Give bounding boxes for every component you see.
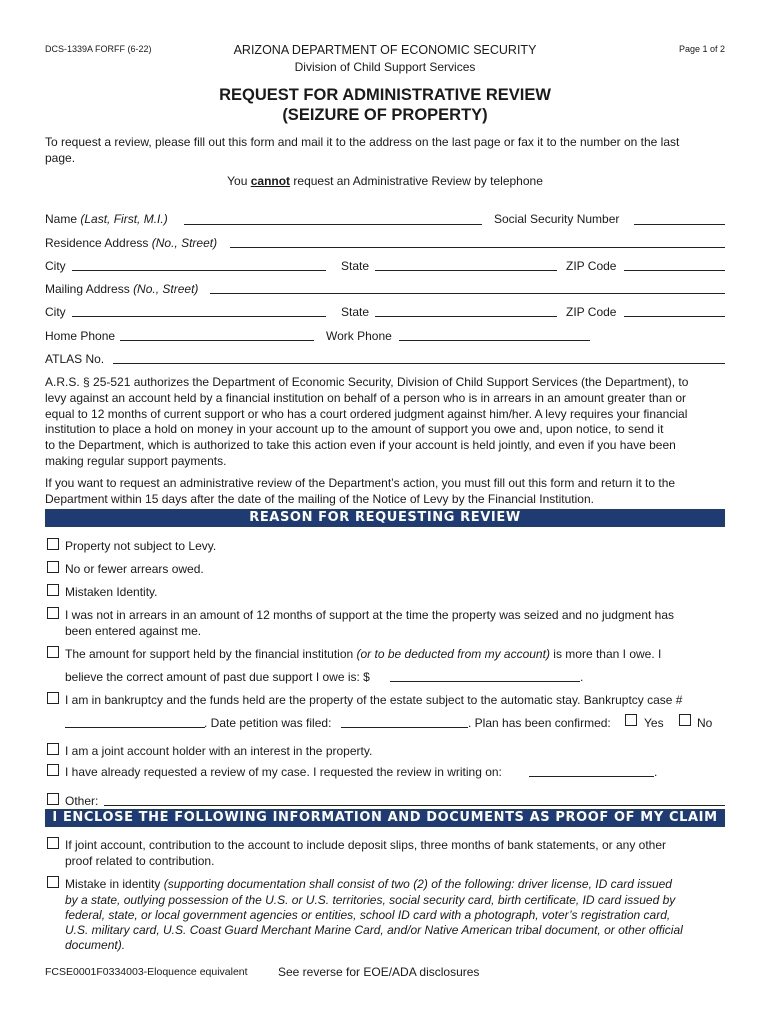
form-id: DCS-1339A FORFF (6-22) [45,44,152,54]
city-label: City [45,305,66,319]
yes-label: Yes [644,716,664,730]
plan-confirmed-label: . Plan has been confirmed: [468,716,611,730]
option-label-cont: proof related to contribution. [65,854,215,868]
state-label: State [341,259,370,273]
bankruptcy-checkbox[interactable] [47,692,59,704]
correct-amount-label: believe the correct amount of past due support I owe is: $ [65,670,370,684]
residence-label: Residence Address (No., Street) [45,236,218,250]
atlas-label: ATLAS No. [45,352,105,366]
mailing-address-field[interactable] [210,293,725,294]
option-label: Property not subject to Levy. [65,539,217,553]
home-phone-label: Home Phone [45,329,116,343]
period: . [654,765,658,779]
option-label: I have already requested a review of my case. I requested the review in writing on: [65,765,502,779]
joint-holder-checkbox[interactable] [47,743,59,755]
option-label: The amount for support held by the financial institution (or to be deducted from my account) is more than I owe. I [65,647,662,661]
ars-paragraph: A.R.S. § 25-521 authorizes the Department of Economic Security, Division of Child Support Services (the Department), to levy against an account held by a financial institution on behalf of a person who is in arrears in an amount greater than or equal to 12 months of current support or who has a court ordered judgment against him/her. A levy requires your financial institution to place a hold on money in your account up to the amount of support you owe and, upon notice, to send it to the Department, which is authorized to take this action even if your account is held jointly, and even if you have been making regular support payments. [45,375,689,468]
plan-confirmed-no-checkbox[interactable] [679,714,691,726]
page-subtitle: (SEIZURE OF PROPERTY) [282,106,488,124]
residence-address-field[interactable] [230,247,725,248]
city-label: City [45,259,66,273]
mailing-state-field[interactable] [375,316,557,317]
option-label-cont: by a state, outlying possession of the U.S. or U.S. territories, social security card, birth certificate, ID card issued by [65,893,676,907]
residence-city-field[interactable] [72,270,326,271]
name-field[interactable] [184,224,482,225]
page-title: REQUEST FOR ADMINISTRATIVE REVIEW [219,86,551,104]
not-in-arrears-checkbox[interactable] [47,607,59,619]
option-label: No or fewer arrears owed. [65,562,204,576]
bankruptcy-case-field[interactable] [65,727,205,728]
residence-zip-field[interactable] [624,270,725,271]
residence-state-field[interactable] [375,270,557,271]
telephone-notice: You cannot request an Administrative Review by telephone [227,174,543,188]
agency-name: ARIZONA DEPARTMENT OF ECONOMIC SECURITY [233,43,537,57]
page-number: Page 1 of 2 [679,44,726,54]
footer-form-code: FCSE0001F0334003-Eloquence equivalent [45,966,248,978]
atlas-field[interactable] [113,363,725,364]
home-phone-field[interactable] [120,340,314,341]
intro-line-2: page. [45,151,76,165]
mailing-label: Mailing Address (No., Street) [45,282,199,296]
other-checkbox[interactable] [47,793,59,805]
cannot-emphasis: cannot [250,174,291,188]
division-name: Division of Child Support Services [294,60,476,74]
reason-section-header: REASON FOR REQUESTING REVIEW [45,509,725,527]
other-label: Other: [65,794,99,808]
identity-docs-checkbox[interactable] [47,876,59,888]
amount-held-exceeds-checkbox[interactable] [47,646,59,658]
option-label-cont: been entered against me. [65,624,202,638]
zip-label: ZIP Code [566,305,617,319]
option-label-cont: federal, state, or local government agencies or entities, school ID card with a photograph, voter’s registration card, [65,908,671,922]
option-label-cont: document). [65,938,126,952]
option-label-cont: U.S. military card, U.S. Coast Guard Merchant Marine Card, and/or Native American tribal document, or other official [65,923,683,937]
option-label: I was not in arrears in an amount of 12 months of support at the time the property was seized and no judgment has [65,608,675,622]
option-label: Mistaken Identity. [65,585,158,599]
ssn-label: Social Security Number [494,212,620,226]
petition-date-field[interactable] [341,727,468,728]
correct-amount-field[interactable] [390,681,580,682]
review-instructions: If you want to request an administrative review of the Department’s action, you must fill out this form and return it to the Department within 15 days after the date of the mailing of the Notice of Levy by the Financial Institution. [45,476,676,506]
option-label: I am a joint account holder with an interest in the property. [65,744,373,758]
no-label: No [697,716,713,730]
state-label: State [341,305,370,319]
other-field[interactable] [104,805,725,806]
zip-label: ZIP Code [566,259,617,273]
footer-eoe-note: See reverse for EOE/ADA disclosures [278,965,480,979]
intro-line-1: To request a review, please fill out this form and mail it to the address on the last page or fax it to the number on the last [45,135,680,149]
option-label: I am in bankruptcy and the funds held are the property of the estate subject to the automatic stay. Bankruptcy case # [65,693,683,707]
period: . [580,670,584,684]
work-phone-label: Work Phone [326,329,392,343]
review-request-date-field[interactable] [529,776,654,777]
enclosure-section-header: I ENCLOSE THE FOLLOWING INFORMATION AND DOCUMENTS AS PROOF OF MY CLAIM [45,809,725,827]
option-label: If joint account, contribution to the account to include deposit slips, three months of bank statements, or any other [65,838,667,852]
petition-date-label: . Date petition was filed: [204,716,332,730]
option-label: Mistake in identity (supporting documentation shall consist of two (2) of the following: driver license, ID card issued [65,877,672,891]
name-label: Name (Last, First, M.I.) [45,212,168,226]
mailing-zip-field[interactable] [624,316,725,317]
plan-confirmed-yes-checkbox[interactable] [625,714,637,726]
mailing-city-field[interactable] [72,316,326,317]
property-not-subject-checkbox[interactable] [47,538,59,550]
joint-account-docs-checkbox[interactable] [47,837,59,849]
ssn-field[interactable] [634,224,725,225]
fewer-arrears-checkbox[interactable] [47,561,59,573]
mistaken-identity-checkbox[interactable] [47,584,59,596]
work-phone-field[interactable] [399,340,590,341]
already-requested-checkbox[interactable] [47,764,59,776]
